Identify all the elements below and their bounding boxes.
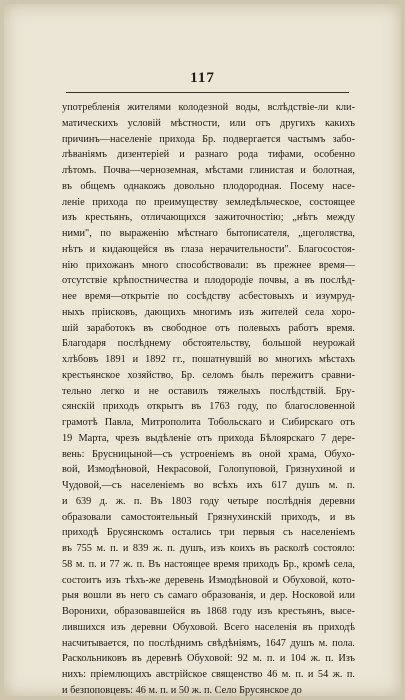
text-line: и безпоповцевъ: 46 м. п. и 50 ж. п. Село Брусянское до xyxy=(62,684,302,696)
text-line: насчитывается, по послѣднимъ свѣдѣніямъ, 1647 душъ м. пола. xyxy=(62,637,355,649)
text-line: вень: Брусницыной—съ устроеніемъ въ оной храма, Обухо- xyxy=(62,448,355,460)
text-line: Чудовой,—съ населеніемъ во всѣхъ ихъ 617 душъ м. п. xyxy=(62,480,355,491)
text-line: Воронихи, образовавшейся въ 1868 году изъ крестьянъ, высе- xyxy=(62,606,355,617)
text-line: матическихъ условій мѣстности, или отъ другихъ какихъ xyxy=(62,117,355,129)
text-line: лившихся изъ деревни Обуховой. Всего населенія въ приходѣ xyxy=(62,621,355,633)
text-line: хлѣбовъ 1891 и 1892 гг., пошатнувшій во многихъ мѣстахъ xyxy=(62,354,355,365)
text-line: Раскольниковъ въ деревнѣ Обуховой: 92 м. п. и 104 ж. п. Изъ xyxy=(62,653,355,665)
text-line: грамотѣ Павла, Митрополита Тобольскаго и Сибирскаго отъ xyxy=(62,417,355,428)
text-line: и 639 д. ж. п. Въ 1803 году четыре послѣднія деревни xyxy=(62,495,355,507)
header-rule xyxy=(66,92,349,93)
text-line: нее время—открытіе по сосѣдству асбестовыхъ и изумруд- xyxy=(62,291,355,302)
text-line: ныхъ пріисковъ, дающихъ многимъ изъ жителей села хоро- xyxy=(62,306,355,318)
text-line: лѣтомъ. Почва—черноземная, мѣстами глинистая и болотная, xyxy=(62,165,355,176)
body-text xyxy=(62,100,355,699)
text-line: отсутствіе крѣпостничества и плодородіе почвы, а въ послѣд- xyxy=(62,275,355,287)
text-line: шій заработокъ въ свободное отъ полевыхъ работъ время. xyxy=(62,322,355,334)
text-line: крестьянское хозяйство, Бр. селомъ былъ пережитъ сравни- xyxy=(62,369,355,381)
document-page xyxy=(4,4,401,696)
text-line: сянскій приходъ открытъ въ 1763 году, по благословенной xyxy=(62,401,355,413)
text-line: лѣваніямъ дизентеріей и разнаго рода тифами, особенно xyxy=(62,149,355,161)
text-line: Благодаря послѣднему обстоятельству, большой неурожай xyxy=(62,338,355,350)
text-line: образовали самостоятельный Грязнухинскій приходъ, и въ xyxy=(62,511,355,523)
text-line: причинъ—населеніе прихода Бр. подвергается частымъ забо- xyxy=(62,133,355,145)
text-line: въ 755 м. п. и 839 ж. п. душъ, изъ коихъ въ расколѣ состояло: xyxy=(62,543,355,554)
text-line: 58 м. п. и 77 ж. п. Въ настоящее время приходъ Бр., кромѣ села, xyxy=(62,558,355,570)
text-line: въ общемъ однакожъ довольно плодородная. Посему насе- xyxy=(62,180,355,192)
text-line: ними", по выраженію мѣстнаго бытописателя, „щеголяства, xyxy=(62,228,355,239)
text-line: употребленія жителями колодезной воды, вслѣдствіе-ли кли- xyxy=(62,102,355,113)
page-number: 117 xyxy=(190,70,215,86)
text-line: тельно легко и не оставилъ тяжелыхъ послѣдствій. Бру- xyxy=(62,385,355,397)
text-line: нію прихожанъ много способствовали: въ прежнее время— xyxy=(62,259,355,271)
text-line: нихъ: пріемлющихъ австрійское священство 46 м. п. и 54 ж. п. xyxy=(62,669,355,680)
text-line: рыя вошли въ него съ самаго образованія, и дер. Носковой или xyxy=(62,590,355,602)
text-line: нѣтъ и кидающейся въ глаза нерачительности". Благосостоя- xyxy=(62,243,355,255)
text-line: 19 Марта, чрезъ выдѣленіе отъ прихода Бѣлоярскаго 7 дере- xyxy=(62,432,355,444)
text-line: вой, Измодѣновой, Некрасовой, Голопуповой, Грязнухиной и xyxy=(62,464,355,476)
text-line: изъ крестьянъ, отличающихся зажиточностію; „нѣтъ между xyxy=(62,212,355,224)
text-line: приходѣ Брусянскомъ остались три первыя съ населеніемъ xyxy=(62,527,355,539)
text-line: леніе прихода по преимуществу земледѣльческое, состоящее xyxy=(62,196,355,208)
text-line: состоитъ изъ тѣхъ-же деревень Измодѣновой и Обуховой, кото- xyxy=(62,574,355,586)
